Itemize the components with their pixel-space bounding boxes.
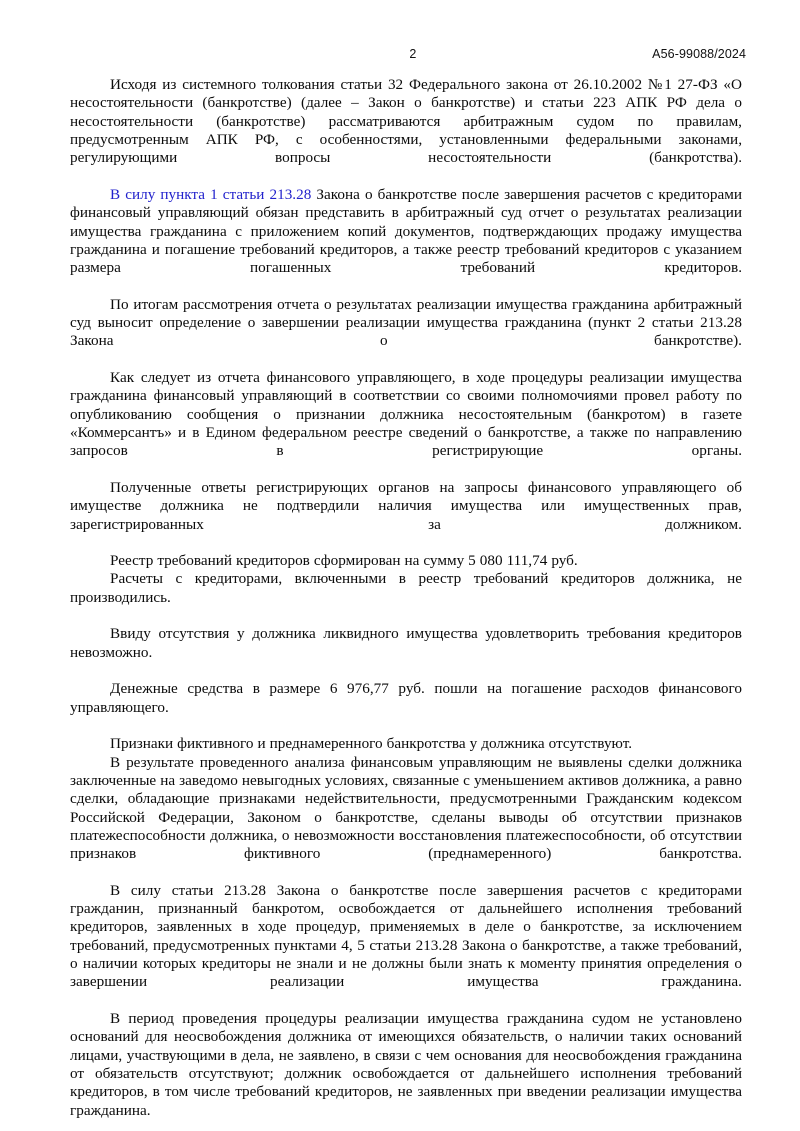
- paragraph-1: Исходя из системного толкования статьи 32 Федерального закона от 26.10.2002 №1 27-ФЗ «О несостоятельности (банкротстве) (далее – Закон о банкротстве) и статьи 223 АПК РФ дела о несостоятельности (банкротстве) рассматриваются арбитражным судом по правилам, предусмотренным АПК РФ, с особенностями, установленными федеральными законами, регулирующими вопросы несостоятельности (банкротства).: [70, 76, 742, 167]
- paragraph-4: Как следует из отчета финансового управляющего, в ходе процедуры реализации имущества гражданина финансовый управляющий в соответствии со своими полномочиями провел работу по опубликованию сообщения о признании должника несостоятельным (банкротом) в газете «Коммерсантъ» и в Едином федеральном реестре сведений о банкротстве, а также по направлению запросов в регистрирующие органы.: [70, 369, 742, 460]
- document-body: [70, 76, 742, 1131]
- paragraph-10: Признаки фиктивного и преднамеренного банкротства у должника отсутствуют.: [110, 735, 633, 753]
- case-number: A56-99088/2024: [652, 47, 746, 61]
- statute-link-213-28[interactable]: В силу пункта 1 статьи 213.28: [110, 185, 312, 203]
- paragraph-9-manager-expenses: Денежные средства в размере 6 976,77 руб. пошли на погашение расходов финансового управляющего.: [70, 680, 742, 716]
- paragraph-11: В результате проведенного анализа финансовым управляющим не выявлены сделки должника заключенные на заведомо невыгодных условиях, связанные с уменьшением активов должника, а равно сделки, обладающие признаками недействительности, предусмотренными Гражданским кодексом Российской Федерации, Законом о банкротстве, сделаны выводы об отсутствии признаков платежеспособности должника, о невозможности восстановления платежеспособности, об отсутствии признаков фиктивного (преднамеренного) банкротства.: [70, 753, 742, 863]
- page-number: 2: [409, 47, 417, 61]
- paragraph-5: Полученные ответы регистрирующих органов на запросы финансового управляющего об имуществе должника не подтвердили наличия имущества или имущественных прав, зарегистрированных за должником.: [70, 478, 742, 533]
- paragraph-8: Ввиду отсутствия у должника ликвидного имущества удовлетворить требования кредиторов невозможно.: [70, 625, 742, 661]
- paragraph-6-registry-amount: Реестр требований кредиторов сформирован на сумму 5 080 111,74 руб.: [110, 552, 578, 570]
- paragraph-2-text: Закона о банкротстве после завершения расчетов с кредиторами финансовый управляющий обязан представить в арбитражный суд отчет о результатах реализации имущества гражданина с приложением копий документов, подтверждающих продажу имущества гражданина и погашение требований кредиторов, а также реестр требований кредиторов с указанием размера погашенных требований кредиторов.: [70, 185, 742, 277]
- paragraph-3: По итогам рассмотрения отчета о результатах реализации имущества гражданина арбитражный суд выносит определение о завершении реализации имущества гражданина (пункт 2 статьи 213.28 Закона о банкротстве).: [70, 295, 742, 350]
- paragraph-12: В силу статьи 213.28 Закона о банкротстве после завершения расчетов с кредиторами гражданин, признанный банкротом, освобождается от дальнейшего исполнения требований кредиторов, заявленных в ходе процедур, применяемых в деле о банкротстве, за исключением требований, предусмотренных пунктами 4, 5 статьи 213.28 Закона о банкротстве, а также требований, о наличии которых кредиторы не знали и не должны были знать к моменту принятия определения о завершении реализации имущества гражданина.: [70, 881, 742, 991]
- page-running-header: [70, 44, 746, 64]
- paragraph-2: [70, 186, 742, 296]
- paragraph-13: В период проведения процедуры реализации имущества гражданина судом не установлено оснований для неосвобождения должника от имеющихся обязательств, о наличии таких оснований лицами, участвующими в дела, не заявлено, в связи с чем основания для неосвобождения гражданина от обязательств отсутствуют; должник освобождается от дальнейшего исполнения требований кредиторов, в том числе требований кредиторов, не заявленных при введении реализации имущества гражданина.: [70, 1009, 742, 1119]
- paragraph-7: Расчеты с кредиторами, включенными в реестр требований кредиторов должника, не производились.: [70, 570, 742, 606]
